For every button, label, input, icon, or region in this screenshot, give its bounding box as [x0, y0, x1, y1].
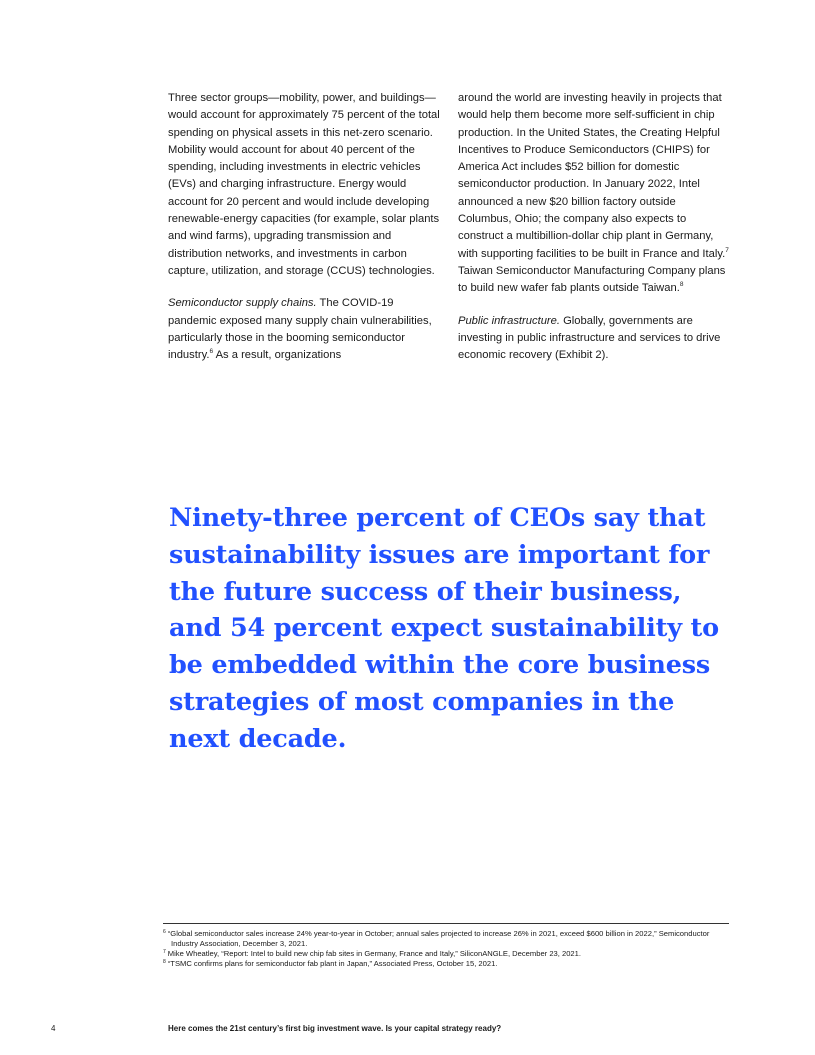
- right-text-column: [458, 90, 730, 379]
- footnote-text: Mike Wheatley, “Report: Intel to build new chip fab sites in Germany, France and Italy,” SiliconANGLE, December 23, 2021.: [167, 949, 581, 958]
- footnote-8: [163, 959, 729, 969]
- footnote-number: 8: [163, 959, 166, 965]
- footnote-6: [163, 929, 729, 949]
- footnote-text: “TSMC confirms plans for semiconductor fab plant in Japan,” Associated Press, October 15, 2021.: [167, 959, 498, 968]
- footnote-7: [163, 949, 729, 959]
- semiconductor-lead-in: Semiconductor supply chains.: [168, 297, 317, 310]
- footnote-number: 6: [163, 929, 166, 935]
- left-text-column: [168, 90, 440, 379]
- paragraph-chip-investment: [458, 90, 730, 298]
- footnotes: [163, 929, 729, 969]
- running-footer-title: Here comes the 21st century’s first big investment wave. Is your capital strategy ready?: [168, 1024, 502, 1033]
- footnote-ref-6[interactable]: 6: [209, 348, 214, 356]
- footnote-ref-8[interactable]: 8: [679, 281, 684, 289]
- public-infrastructure-text: Globally, governments are investing in public infrastructure and services to drive economic recovery (Exhibit 2).: [458, 314, 721, 362]
- semiconductor-text: The COVID-19 pandemic exposed many supply chain vulnerabilities, particularly those in the booming semiconductor industry.: [168, 297, 432, 362]
- footnote-divider: [163, 923, 729, 924]
- paragraph-semiconductor: [168, 295, 440, 364]
- chip-investment-text: around the world are investing heavily in projects that would help them become more self-sufficient in chip production. In the United States, the Creating Helpful Incentives to Produce Semiconductors (CHIPS) for America Act includes $52 billion for domestic semiconductor production. In January 2022, Intel announced a new $20 billion factory outside Columbus, Ohio; the company also expects to construct a multibillion-dollar chip plant in Germany, with supporting facilities to be built in France and Italy.: [458, 92, 726, 260]
- paragraph-public-infrastructure: [458, 313, 730, 365]
- footnote-number: 7: [163, 949, 166, 955]
- page-number: 4: [51, 1024, 56, 1033]
- pull-quote: Ninety-three percent of CEOs say that sustainability issues are important for the future success of their business, and 54 percent expect sustainability to be embedded within the core business strategies of most companies in the next decade.: [169, 503, 719, 754]
- chip-investment-text-cont: Taiwan Semiconductor Manufacturing Company plans to build new wafer fab plants outside Taiwan.: [458, 264, 726, 295]
- paragraph-sector-groups: Three sector groups—mobility, power, and buildings—would account for approximately 75 percent of the total spending on physical assets in this net-zero scenario. Mobility would account for about 40 percent of the spending, including investments in electric vehicles (EVs) and charging infrastructure. Energy would account for 20 percent and would include developing renewable-energy capacities (for example, solar plants and wind farms), upgrading transmission and distribution networks, and investments in carbon capture, utilization, and storage (CCUS) technologies.: [168, 92, 440, 277]
- footnote-text: “Global semiconductor sales increase 24% year-to-year in October; annual sales projected to increase 26% in 2021, exceed $600 billion in 2022,” Semiconductor Industry Association, December 3, 2021.: [167, 929, 710, 948]
- semiconductor-text-cont: As a result, organizations: [213, 349, 342, 362]
- public-infrastructure-lead-in: Public infrastructure.: [458, 314, 560, 327]
- footnote-ref-7[interactable]: 7: [725, 246, 729, 254]
